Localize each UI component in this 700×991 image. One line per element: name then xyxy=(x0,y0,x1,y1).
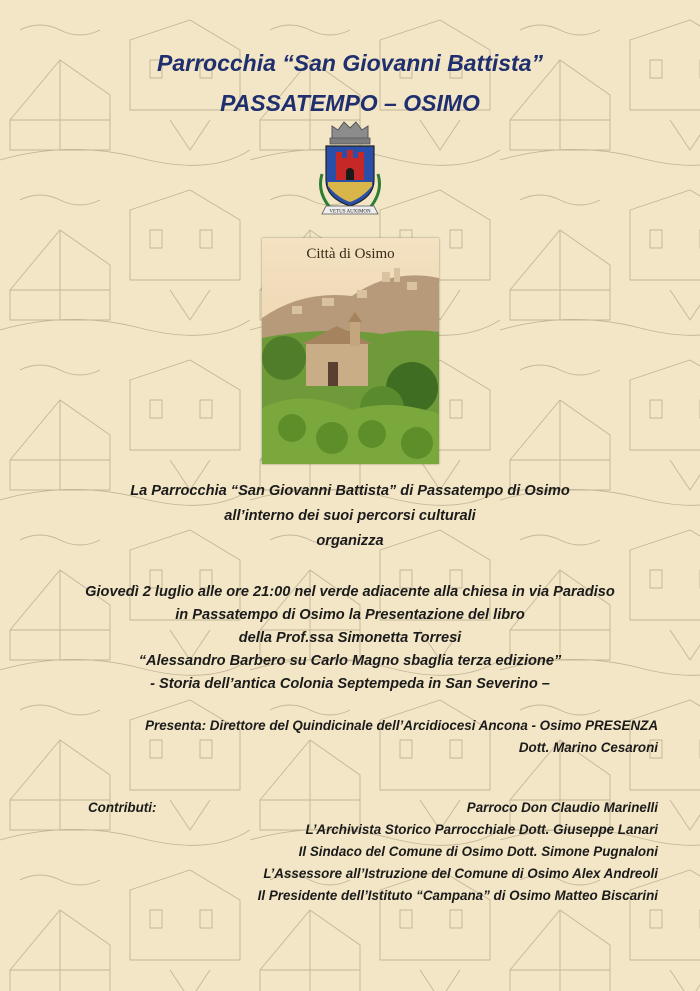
event-line-1: Giovedì 2 luglio alle ore 21:00 nel verde adiacente alla chiesa in via Paradiso xyxy=(85,584,615,600)
coat-of-arms-icon xyxy=(312,114,388,222)
contributor-2: L’Archivista Storico Parrocchiale Dott. Giuseppe Lanari xyxy=(305,822,658,837)
event-line-4: “Alessandro Barbero su Carlo Magno sbaglia terza edizione” xyxy=(138,653,562,669)
crest-motto: VETUS AUXIMON xyxy=(329,209,371,215)
intro-line-1: La Parrocchia “San Giovanni Battista” di Passatempo di Osimo xyxy=(130,483,570,499)
contributor-4: L’Assessore all’Istruzione del Comune di Osimo Alex Andreoli xyxy=(263,866,658,881)
presenter-line-2: Dott. Marino Cesaroni xyxy=(518,740,658,755)
presenter-line-1: Presenta: Direttore del Quindicinale dell’Arcidiocesi Ancona - Osimo PRESENZA xyxy=(145,718,658,733)
contributor-5: Il Presidente dell’Istituto “Campana” di Osimo Matteo Biscarini xyxy=(257,888,658,903)
book-cover-image xyxy=(262,238,439,464)
event-line-2: in Passatempo di Osimo la Presentazione del libro xyxy=(175,607,525,623)
contributors-label: Contributi: xyxy=(88,800,157,815)
contributor-3: Il Sindaco del Comune di Osimo Dott. Simone Pugnaloni xyxy=(298,844,658,859)
parish-title: Parrocchia “San Giovanni Battista” xyxy=(156,50,543,76)
intro-line-3: organizza xyxy=(316,533,384,549)
book-cover-title: Città di Osimo xyxy=(306,246,395,262)
place-title: PASSATEMPO – OSIMO xyxy=(220,90,480,116)
book-cover xyxy=(262,238,439,464)
intro-line-2: all’interno dei suoi percorsi culturali xyxy=(224,508,476,524)
event-line-3: della Prof.ssa Simonetta Torresi xyxy=(238,630,462,646)
contributor-1: Parroco Don Claudio Marinelli xyxy=(466,800,658,815)
event-line-5: - Storia dell’antica Colonia Septempeda in San Severino – xyxy=(150,676,550,692)
